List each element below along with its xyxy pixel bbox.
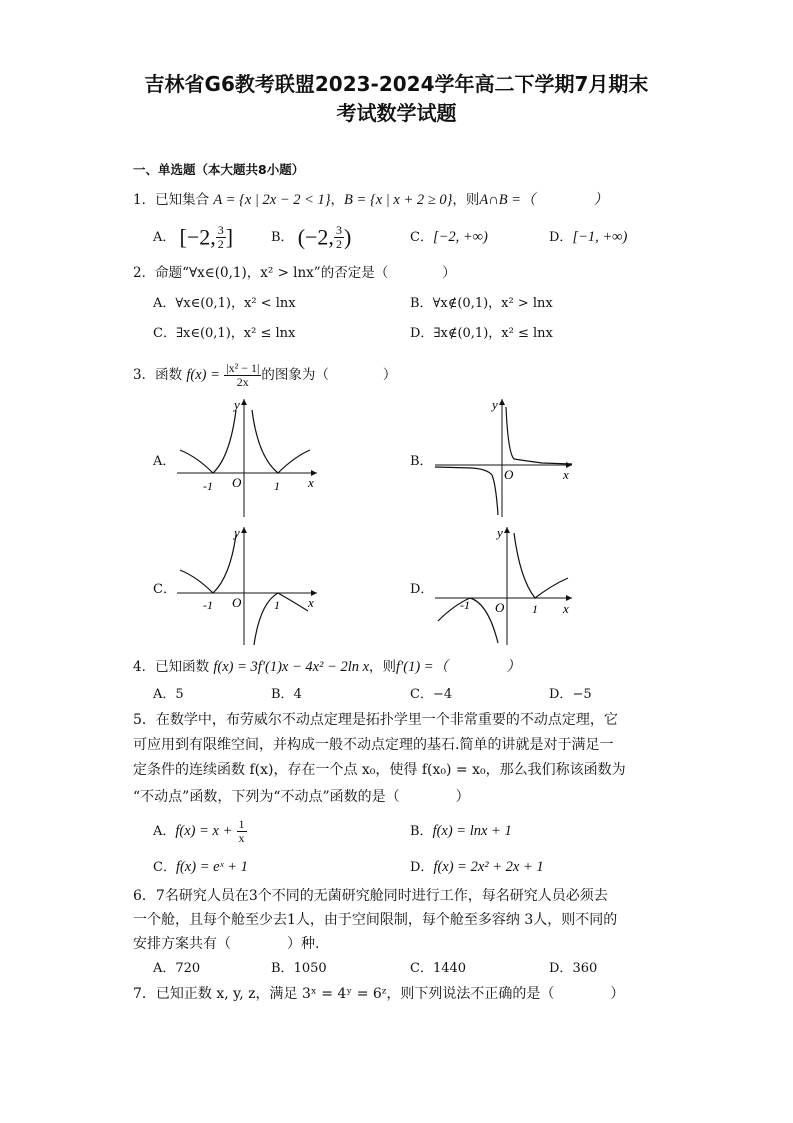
option-label: A． [153, 230, 176, 245]
option-c[interactable] [410, 684, 452, 706]
question-number: 7． [133, 986, 156, 1002]
question-text: 函数 [155, 367, 183, 383]
question-text: 的图象为（ ） [261, 367, 397, 383]
page-title-line1: 吉林省G6教考联盟2023-2024学年高二下学期7月期末 [144, 72, 649, 96]
option-b[interactable]: B． [410, 454, 433, 469]
option-a[interactable] [153, 224, 233, 251]
option-value: 1440 [432, 961, 467, 976]
question-2 [133, 263, 456, 283]
option-a[interactable] [153, 818, 247, 845]
denominator: 2 [335, 237, 342, 251]
question-number: 6． [133, 888, 156, 904]
set-a: A = {x | 2x − 2 < 1} [213, 192, 331, 208]
option-b[interactable] [271, 958, 327, 980]
option-label: B． [410, 824, 433, 839]
option-value: ∀x∉(0,1)，x² > lnx [432, 296, 553, 311]
question-text: 已知正数 x, y, z，满足 3ˣ = 4ʸ = 6ᶻ，则下列说法不正确的是（ ） [155, 986, 625, 1002]
tick-neg1: -1 [203, 598, 213, 612]
option-d[interactable] [410, 856, 544, 879]
option-value: [−2, [179, 224, 216, 250]
question-text: ，则 [369, 659, 397, 675]
origin-label: O [504, 467, 514, 482]
option-value: −4 [432, 687, 453, 702]
option-label: C． [410, 961, 433, 976]
option-value: ∃x∈(0,1)，x² ≤ lnx [175, 326, 296, 341]
x-axis-label: x [563, 467, 569, 482]
function-fraction [224, 362, 261, 389]
question-4 [133, 657, 521, 677]
option-label: A． [153, 824, 176, 839]
option-label: D． [410, 860, 434, 875]
expression: f(x) = 3f′(1)x − 4x² − 2ln x [213, 659, 370, 675]
option-value: 1050 [293, 961, 327, 976]
option-a[interactable] [153, 958, 200, 980]
option-a[interactable]: A． [153, 454, 176, 469]
fraction [237, 818, 247, 845]
question-1: 1．已知集合 A = {x | 2x − 2 < 1}，B = {x | x + 2 ≥ 0}，则A∩B =（ ） [133, 192, 608, 208]
option-d[interactable] [549, 226, 627, 249]
page-title-line2: 考试数学试题 [336, 101, 457, 125]
y-axis-label: y [234, 397, 240, 412]
question-5-line-4: “不动点”函数，下列为“不动点”函数的是（ ） [133, 789, 470, 805]
option-value: ∀x∈(0,1)，x² < lnx [175, 296, 296, 311]
option-c[interactable]: C． [153, 582, 176, 597]
graph-option-d[interactable] [432, 523, 577, 648]
question-text: 命题“∀x∈(0,1)，x² > lnx”的否定是（ ） [155, 265, 456, 281]
option-label: C． [410, 687, 433, 702]
question-text: 已知函数 [155, 659, 210, 675]
tick-pos1: 1 [274, 598, 280, 612]
tick-pos1: 1 [274, 479, 280, 493]
x-axis-label: x [563, 601, 569, 616]
y-axis-label: y [497, 525, 503, 540]
question-7 [133, 984, 624, 1004]
graph-option-c[interactable] [172, 523, 322, 648]
section-header: 一、单选题（本大题共8小题） [133, 162, 305, 177]
option-label: A． [153, 296, 176, 311]
denominator: x [238, 831, 245, 845]
origin-label: O [232, 475, 242, 490]
set-b: B = {x | x + 2 ≥ 0} [344, 192, 453, 208]
question-6-line-1 [133, 886, 608, 906]
denominator: 2x [236, 375, 249, 389]
fraction [216, 224, 226, 251]
question-text: 7名研究人员在3个不同的无菌研究舱同时进行工作，每名研究人员必须去 [155, 888, 608, 904]
option-d[interactable] [410, 323, 553, 345]
expression: A∩B =（ ） [479, 192, 608, 208]
option-label: B． [410, 296, 433, 311]
numerator: 3 [217, 223, 224, 237]
option-b[interactable] [271, 224, 351, 251]
question-number: 1． [133, 192, 156, 208]
option-c[interactable] [410, 958, 466, 980]
option-label: B． [271, 687, 294, 702]
option-label: B． [271, 961, 294, 976]
origin-label: O [495, 600, 505, 615]
option-d[interactable] [549, 958, 597, 980]
option-value: 4 [293, 687, 302, 702]
option-b[interactable] [410, 820, 512, 843]
option-label: C． [153, 860, 176, 875]
option-a[interactable] [153, 293, 296, 315]
option-d[interactable]: D． [410, 582, 434, 597]
option-value: [−1, +∞) [572, 229, 628, 245]
question-number: 4． [133, 659, 156, 675]
option-label: D． [410, 326, 434, 341]
option-b[interactable] [271, 684, 302, 706]
option-label: D． [549, 230, 573, 245]
numerator: 3 [335, 223, 342, 237]
option-label: D． [549, 687, 573, 702]
x-axis-label: x [308, 595, 314, 610]
y-axis-label: y [234, 525, 240, 540]
numerator: |x² − 1| [226, 361, 260, 375]
question-text: ，则 [452, 192, 480, 208]
option-value: (−2, [297, 224, 334, 250]
question-5-line-2: 可应用到有限维空间，并构成一般不动点定理的基石.简单的讲就是对于满足一 [133, 737, 614, 753]
option-d[interactable] [549, 684, 592, 706]
option-label: C． [153, 326, 176, 341]
option-label: C． [410, 230, 433, 245]
option-c[interactable] [153, 323, 295, 345]
question-5-line-3: 定条件的连续函数 f(x)，存在一个点 x₀，使得 f(x₀) = x₀，那么我们称该函数为 [133, 762, 626, 778]
fraction [334, 224, 344, 251]
denominator: 2 [217, 237, 224, 251]
option-value: f(x) = x + [175, 823, 233, 839]
option-value: 360 [572, 961, 598, 976]
expression: f′(1) =（ ） [396, 659, 521, 675]
question-6-line-2: 一个舱，且每个舱至少去1人，由于空间限制，每个舱至多容纳 3人，则不同的 [133, 912, 618, 928]
option-value: f(x) = lnx + 1 [432, 823, 512, 839]
x-axis-label: x [308, 475, 314, 490]
graph-option-b[interactable] [432, 395, 577, 520]
option-b[interactable] [410, 293, 553, 315]
graph-option-a[interactable] [172, 395, 322, 520]
option-value: ∃x∉(0,1)，x² ≤ lnx [433, 326, 553, 341]
option-value: −5 [572, 687, 592, 702]
option-value: f(x) = 2x² + 2x + 1 [433, 859, 544, 875]
option-value: [−2, +∞) [432, 229, 488, 245]
function-name: f(x) = [186, 367, 220, 383]
question-number: 3． [133, 367, 156, 383]
option-value: ) [343, 224, 352, 250]
option-c[interactable] [410, 226, 488, 249]
question-6-line-3: 安排方案共有（ ）种. [133, 936, 320, 952]
tick-neg1: -1 [460, 598, 470, 612]
question-5-line-1 [133, 710, 618, 730]
option-label: A． [153, 687, 176, 702]
question-text: 在数学中，布劳威尔不动点定理是拓扑学里一个非常重要的不动点定理，它 [155, 712, 618, 728]
question-3 [133, 362, 396, 389]
tick-neg1: -1 [203, 479, 213, 493]
option-label: B． [271, 230, 294, 245]
numerator: 1 [238, 817, 245, 831]
question-text: 已知集合 [155, 192, 210, 208]
option-value: ] [225, 224, 234, 250]
tick-pos1: 1 [532, 602, 538, 616]
option-label: A． [153, 961, 176, 976]
option-a[interactable] [153, 684, 184, 706]
question-number: 2． [133, 265, 156, 281]
option-value: 720 [175, 961, 201, 976]
origin-label: O [232, 595, 242, 610]
y-axis-label: y [492, 397, 498, 412]
option-value: f(x) = eˣ + 1 [175, 859, 248, 875]
option-label: D． [549, 961, 573, 976]
option-c[interactable] [153, 856, 248, 879]
question-number: 5． [133, 712, 156, 728]
option-value: 5 [175, 687, 184, 702]
